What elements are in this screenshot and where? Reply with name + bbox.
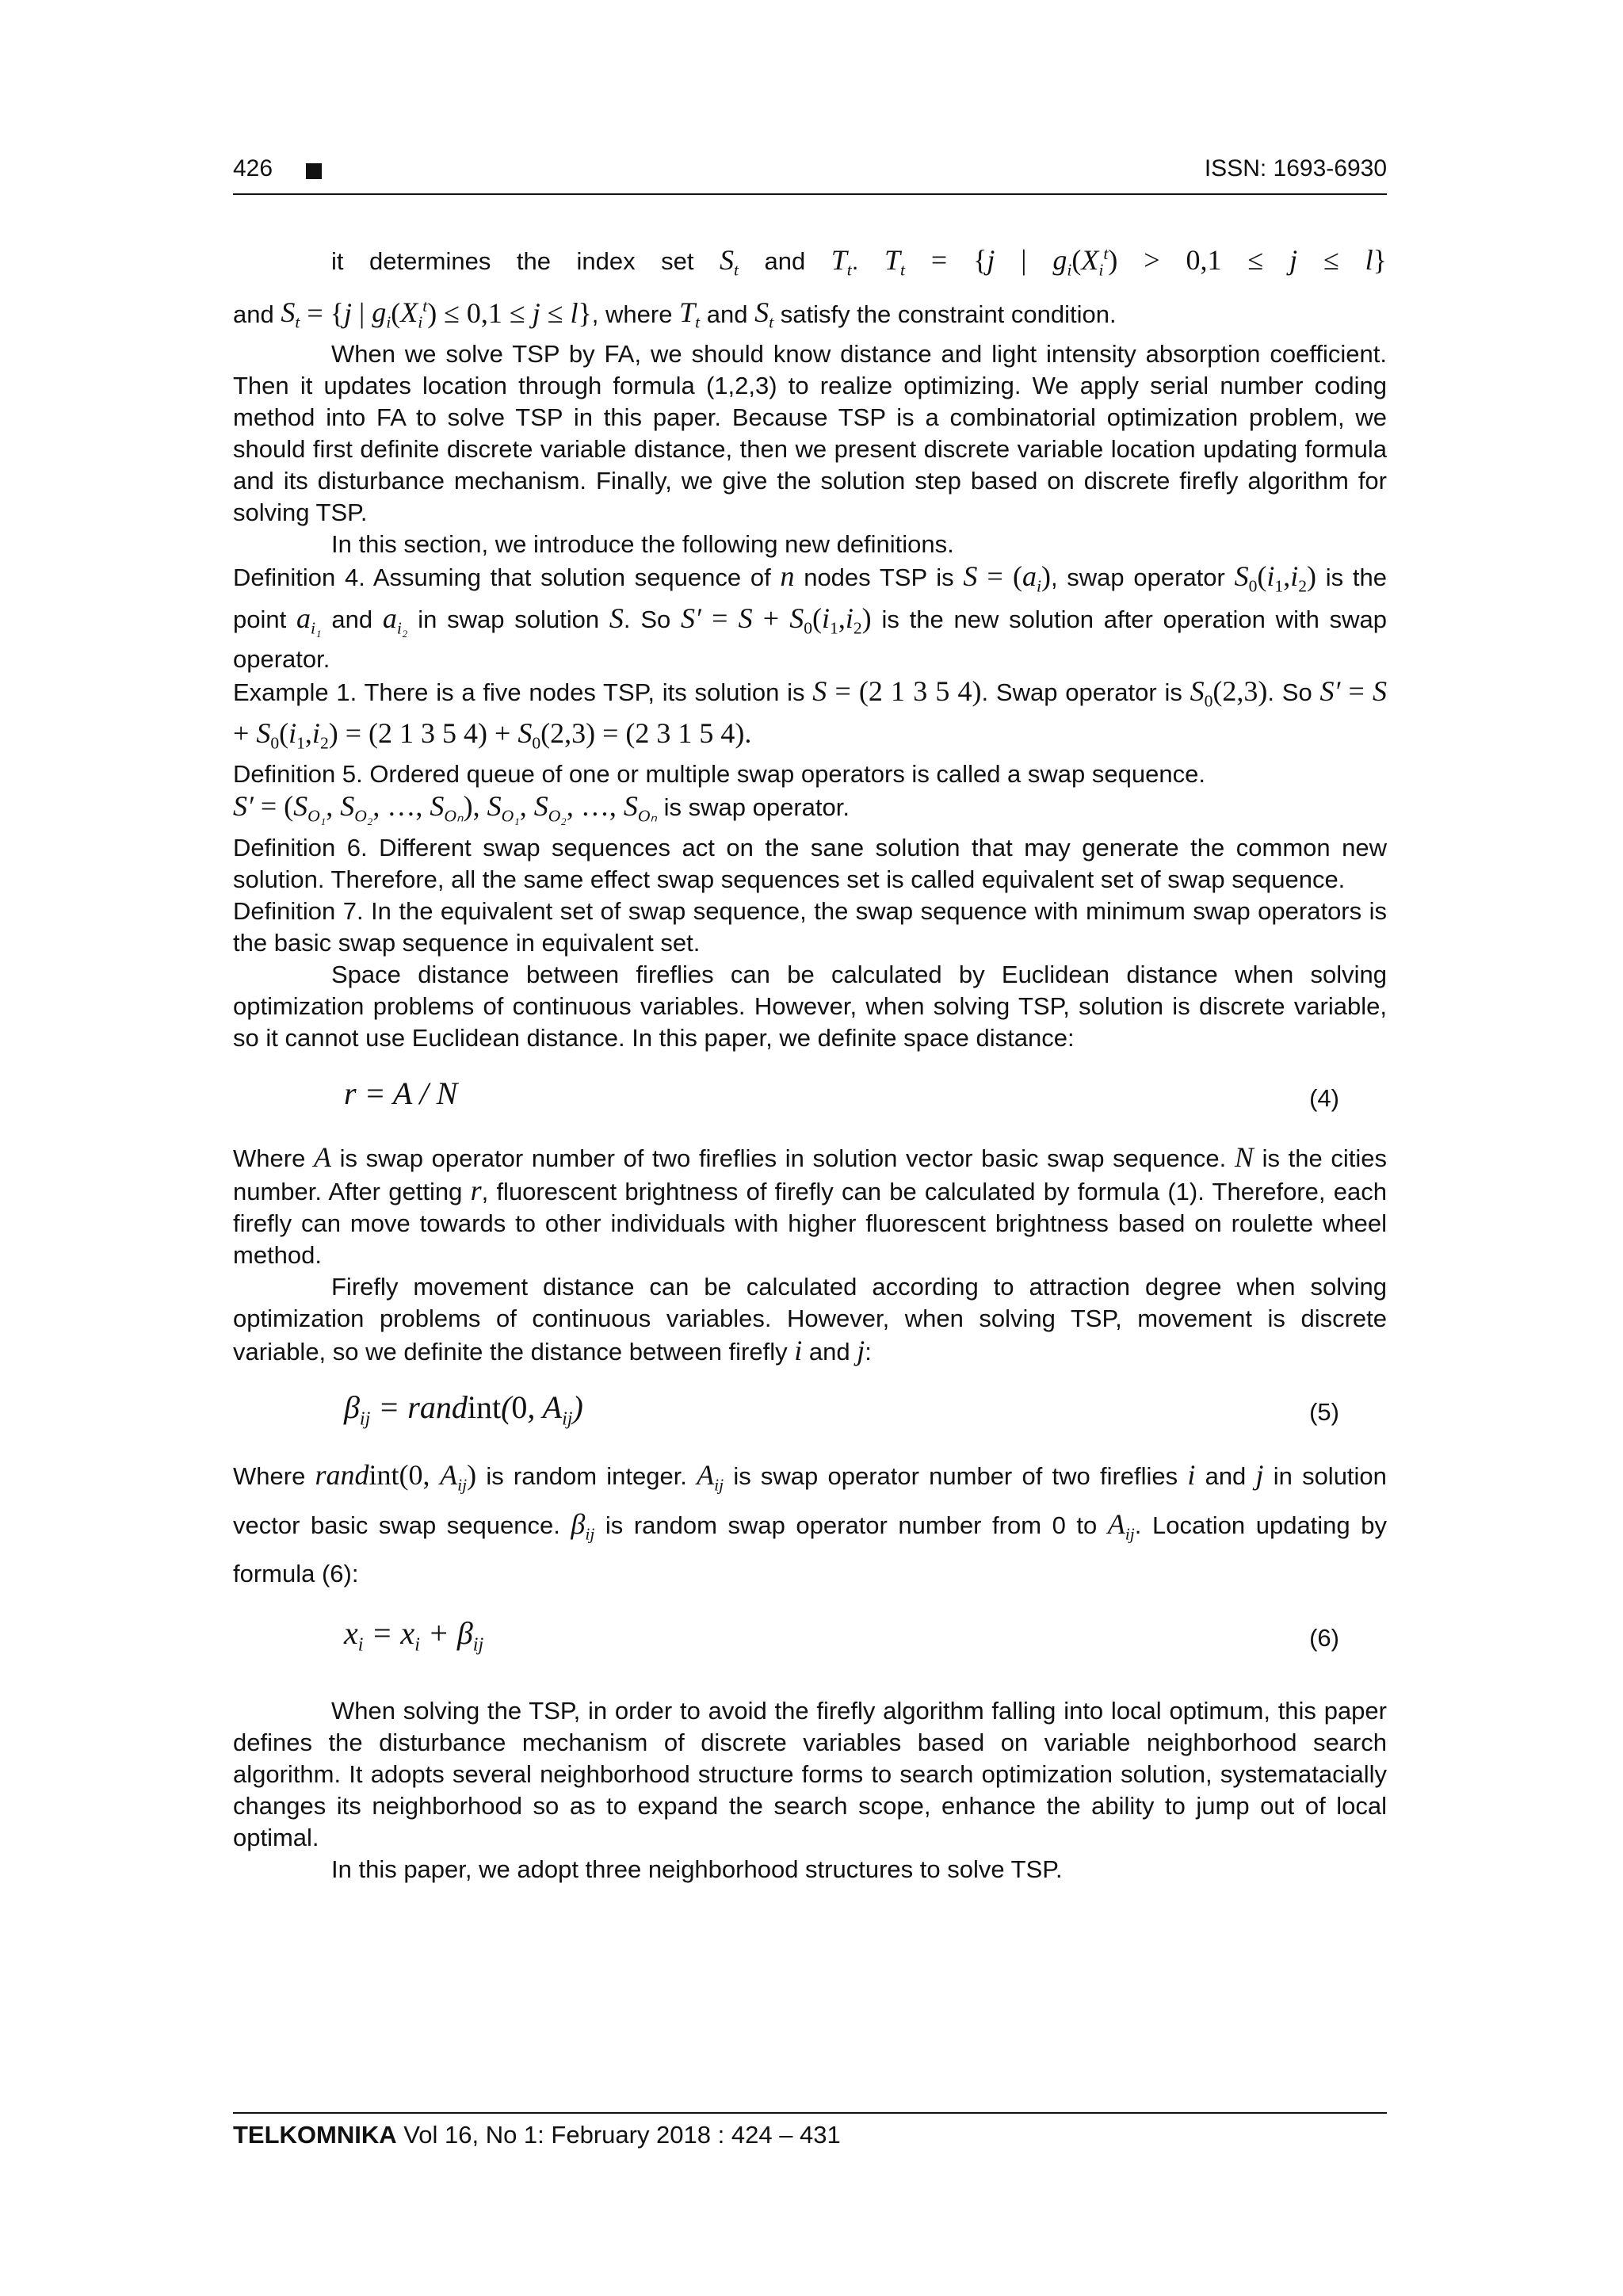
footer-rule xyxy=(233,2112,1387,2114)
equation-6-expression: $x_i = x_i + \beta_{ij}$ xyxy=(344,1614,484,1656)
page-header xyxy=(233,155,1387,195)
journal-info: Vol 16, No 1: February 2018 : 424 – 431 xyxy=(403,2121,841,2149)
definition-5-formula: $S' = (S_{O_1}$, $S_{O_2}$, …, $S_{O_n}$), $S_{O_1}$, $S_{O_2}$, …, $S_{O_n}$ is swap operator. xyxy=(233,790,850,826)
page-number: 426 xyxy=(233,155,273,181)
paragraph-index-set: it determines the index set $S_t$ and $T_t$. $T_t = \{j$ | $g_i(X_i^t) > 0,1 \le j \le l$} xyxy=(331,243,1387,280)
equation-5 xyxy=(233,1368,1387,1455)
page-footer xyxy=(233,2121,841,2149)
paragraph-new-definitions: In this section, we introduce the following new definitions. xyxy=(331,530,954,558)
header-rule xyxy=(233,193,1387,195)
equation-4-number: (4) xyxy=(1309,1083,1339,1112)
body-text xyxy=(233,238,1387,1885)
definition-4: Definition 4. Assuming that solution sequence of n nodes TSP is $S = (a_i)$, swap operator $S_0(i_1,i_2)$ is the point $a_{i_1}$ and $a_{i_2}$ in swap solution S. So $S' = S + S_0(i_1,i_2)$ is the new solution after operation with swap operator. xyxy=(233,560,1387,674)
header-square-mark xyxy=(306,163,322,179)
equation-4 xyxy=(233,1054,1387,1141)
paragraph-movement-distance: Firefly movement distance can be calculated according to attraction degree when solving optimization problems of continuous variables. However, when solving TSP, movement is discrete variable, so we definite the distance between firefly i and j: xyxy=(233,1272,1387,1366)
paragraph-where-a: Where A is swap operator number of two fireflies in solution vector basic swap sequence. N is the cities number. After getting r, fluorescent brightness of firefly can be calculated by formula (1). Therefore, each firefly can move towards to other individuals with higher fluorescent brightness based on roulette wheel method. xyxy=(233,1140,1387,1269)
paragraph-space-distance: Space distance between fireflies can be calculated by Euclidean distance when solving optimization problems of continuous variables. However, when solving TSP, solution is discrete variable, so it cannot use Euclidean distance. In this paper, we definite space distance: xyxy=(233,960,1387,1052)
equation-4-expression: r = A / N xyxy=(344,1075,458,1111)
definition-7: Definition 7. In the equivalent set of swap sequence, the swap sequence with minimum swap operators is the basic swap sequence in equivalent set. xyxy=(233,896,1387,957)
paragraph-neighborhood: In this paper, we adopt three neighborhood structures to solve TSP. xyxy=(331,1855,1063,1883)
definition-5: Definition 5. Ordered queue of one or multiple swap operators is called a swap sequence. xyxy=(233,760,1205,789)
equation-5-number: (5) xyxy=(1309,1397,1339,1426)
equation-5-expression: $\beta_{ij}$ = randint(0, $A_{ij}$) xyxy=(344,1389,583,1430)
equation-6-number: (6) xyxy=(1309,1623,1339,1652)
equation-6 xyxy=(233,1594,1387,1681)
paragraph-fa-tsp: When we solve TSP by FA, we should know distance and light intensity absorption coefficient. Then it updates location through formula (1,2,3) to realize optimizing. We apply serial number coding method into FA to solve TSP in this paper. Because TSP is a combinatorial optimization problem, we should first definite discrete variable distance, then we present discrete variable location updating formula and its disturbance mechanism. Finally, we give the solution step based on discrete firefly algorithm for solving TSP. xyxy=(233,340,1387,526)
definition-6: Definition 6. Different swap sequences act on the sane solution that may generate the common new solution. Therefore, all the same effect swap sequences set is called equivalent set of swap sequence. xyxy=(233,833,1387,893)
paragraph-disturbance: When solving the TSP, in order to avoid the firefly algorithm falling into local optimum, this paper defines the disturbance mechanism of discrete variables based on variable neighborhood search algorithm. It adopts several neighborhood structure forms to search optimization solution, systematacially changes its neighborhood so as to expand the search scope, enhance the ability to jump out of local optimal. xyxy=(233,1696,1387,1851)
example-1: Example 1. There is a five nodes TSP, its solution is S = (2 1 3 5 4). Swap operator is $S_0(2,3)$. So $S' = S + S_0(i_1,i_2) = (2$ 1 3 5 $4) + S_0(2,3) = (2$ 3 1 5 4). xyxy=(233,675,1387,753)
paragraph-where-randint: Where randint(0, $A_{ij}$) is random integer. $A_{ij}$ is swap operator number of two fireflies i and j in solution vector basic swap sequence. $\beta_{ij}$ is random swap operator number from 0 to $A_{ij}$. Location updating by formula (6): xyxy=(233,1458,1387,1587)
issn: ISSN: 1693-6930 xyxy=(1204,155,1387,181)
journal-name: TELKOMNIKA xyxy=(233,2121,397,2149)
paragraph-constraint: and $S_t = \{j$ | $g_i(X_i^t) \le 0,1 \le j \le l$}, where $T_t$ and $S_t$ satisfy the constraint condition. xyxy=(233,296,1117,332)
